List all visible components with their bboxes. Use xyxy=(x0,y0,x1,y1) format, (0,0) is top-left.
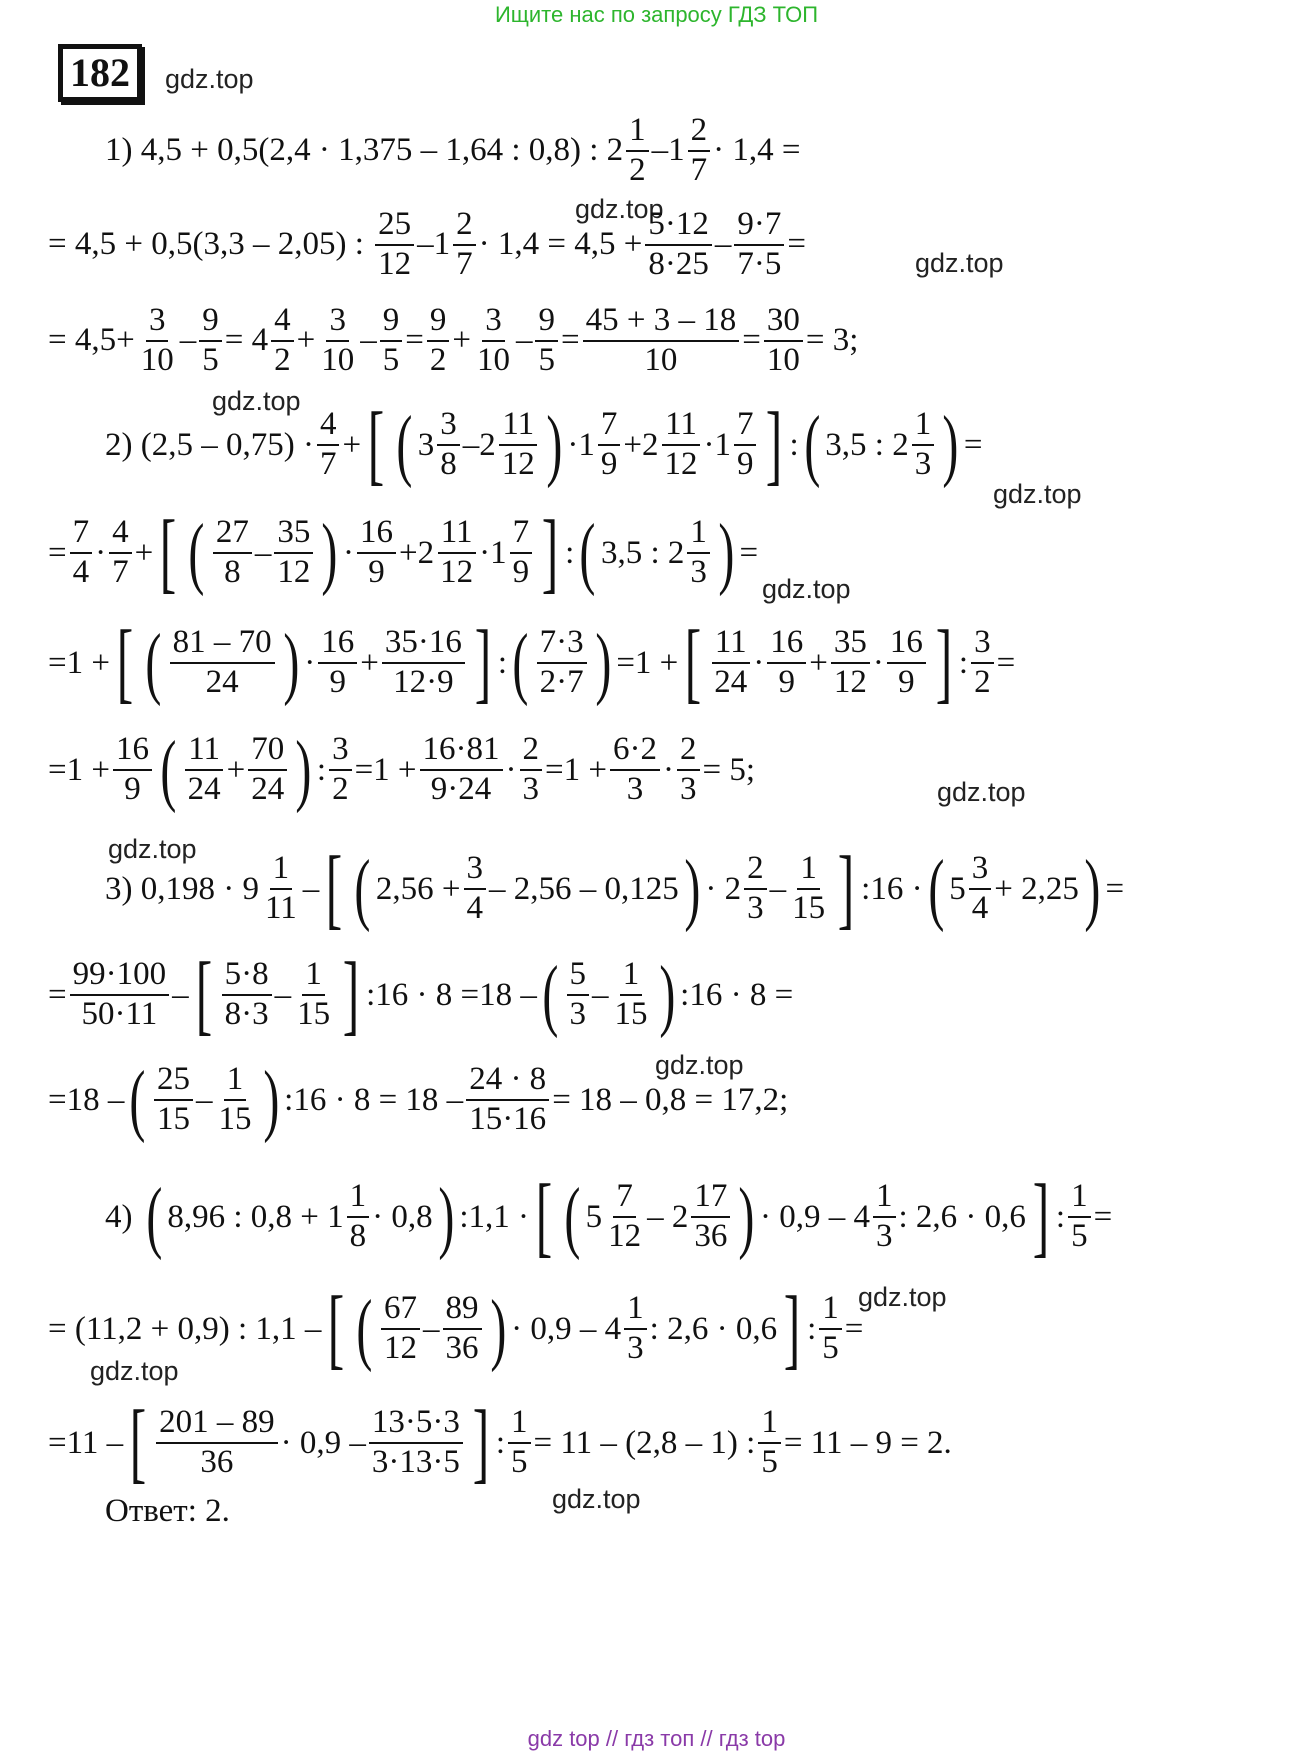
watermark: gdz.top xyxy=(762,574,851,604)
part4-expr2: = (11,2 + 0,9) : 1,1 – xyxy=(48,1310,322,1347)
part1-label: 1) xyxy=(105,132,133,169)
part1-result: = 3; xyxy=(805,322,859,359)
part1-expr: 4,5 + 0,5(2,4 · 1,375 – 1,64 : 0,8) : 2 xyxy=(140,132,624,169)
watermark: gdz.top xyxy=(575,194,664,224)
part2-line2: = 7 4 · 4 7 + [ ( 27 8 – 35 12 ) · 16 9 +2 11 12 ·1 7 9 ] : ( 3,5 : 2 1 3 ) = xyxy=(48,503,759,602)
problem-number: 182 xyxy=(58,44,142,102)
part4-line2: = (11,2 + 0,9) : 1,1 – [ ( 67 12 – 89 36 ) · 0,9 – 4 1 3 : 2,6 · 0,6 ] : 1 5 = xyxy=(48,1279,864,1378)
watermark: gdz.top xyxy=(108,834,197,864)
part1-expr2: = 4,5 + 0,5(3,3 – 2,05) : xyxy=(48,226,364,263)
part3-line3: =18 – ( 25 15 – 1 15 ) :16 · 8 = 18 – $\frac{24 \cdot 8}{15\cdot 16}$ = 18 – 0,8 = 17,2; xyxy=(48,1056,789,1144)
watermark: gdz.top xyxy=(915,248,1004,278)
part2-line1: 2) (2,5 – 0,75) · 4 7 + [ ( 3 3 8 –2 11 12 ) ·1 7 9 +2 11 12 ·1 7 9 ] : ( 3,5 : 2 1 3 ) = xyxy=(105,395,983,494)
part3-label: 3) xyxy=(105,870,133,907)
part2-line3: =1 + [ ( 81 – 70 24 ) · 16 9 + 35·16 12·9 ] : ( 7·3 2·7 ) =1 + [ 11 24 · 16 9 + 35 12 · 16 9 ] : 3 2 = xyxy=(48,613,1016,712)
part1-expr3: = 4,5+ xyxy=(48,322,135,359)
part4-line3: =11 – [ 201 – 89 36 · 0,9 – 13·5·3 3·13·5 ] : 1 5 = 11 – (2,8 – 1) : $\frac{1}{5}$ = 11 – 9 = 2. xyxy=(48,1393,952,1492)
part1-line3: = 4,5+ $\frac{3}{10}$ – 9 5 = 4 4 2 + 3 10 – 9 5 = 9 2 + 3 10 – 9 5 = 45 + 3 – 18 10 = $\frac{30}{10}$ = 3; xyxy=(48,302,859,378)
top-banner: Ищите нас по запросу ГДЗ ТОП xyxy=(494,2,819,27)
watermark: gdz.top xyxy=(858,1282,947,1312)
part3-line2: = 99·100 50·11 – [ 5·8 8·3 – 1 15 ] :16 · 8 =18 – ( 5 3 – 1 15 ) :16 · 8 = xyxy=(48,945,794,1044)
watermark: gdz.top xyxy=(655,1050,744,1080)
part4-label: 4) xyxy=(105,1198,133,1235)
part1-line1: 1) 4,5 + 0,5(2,4 · 1,375 – 1,64 : 0,8) : 2 1 2 –1 2 7 · 1,4 = xyxy=(105,112,801,188)
answer: Ответ: 2. xyxy=(105,1493,230,1529)
part4-result: = 11 – 9 = 2. xyxy=(783,1424,952,1461)
part3-line1: 3) 0,198 · 9 1 11 – [ ( 2,56 + 3 4 – 2,56 – 0,125 ) · 2 2 3 – 1 15 ] :16 · ( 5 3 4 + 2,25 ) = xyxy=(105,839,1125,938)
part3-result: = 18 – 0,8 = 17,2; xyxy=(552,1081,789,1118)
part2-line4: =1 + 16 9 ( 11 24 + 70 24 ) : 3 2 =1 + 16·81 9·24 · 2 3 =1 + 6·2 3 · 2 3 = 5; xyxy=(48,726,756,814)
watermark: gdz.top xyxy=(937,777,1026,807)
watermark: gdz.top xyxy=(212,386,301,416)
part2-label: 2) xyxy=(105,426,133,463)
part1-line2: = 4,5 + 0,5(3,3 – 2,05) : 25 12 –1 2 7 · 1,4 = 4,5 + 5·12 8·25 – 9·7 7·5 = xyxy=(48,206,806,282)
watermark: gdz.top xyxy=(90,1356,179,1386)
watermark: gdz.top xyxy=(552,1484,641,1514)
watermark: gdz.top xyxy=(993,479,1082,509)
part4-line1: 4) ( 8,96 : 0,8 + 1 1 8 · 0,8 ) :1,1 · [ ( 5 7 12 – 2 17 36 ) · 0,9 – 4 1 3 : 2,6 · 0,6 ] : 1 5 = xyxy=(105,1167,1113,1266)
footer: gdz top // гдз топ // гдз top xyxy=(527,1726,786,1751)
site-label: gdz.top xyxy=(165,64,254,94)
